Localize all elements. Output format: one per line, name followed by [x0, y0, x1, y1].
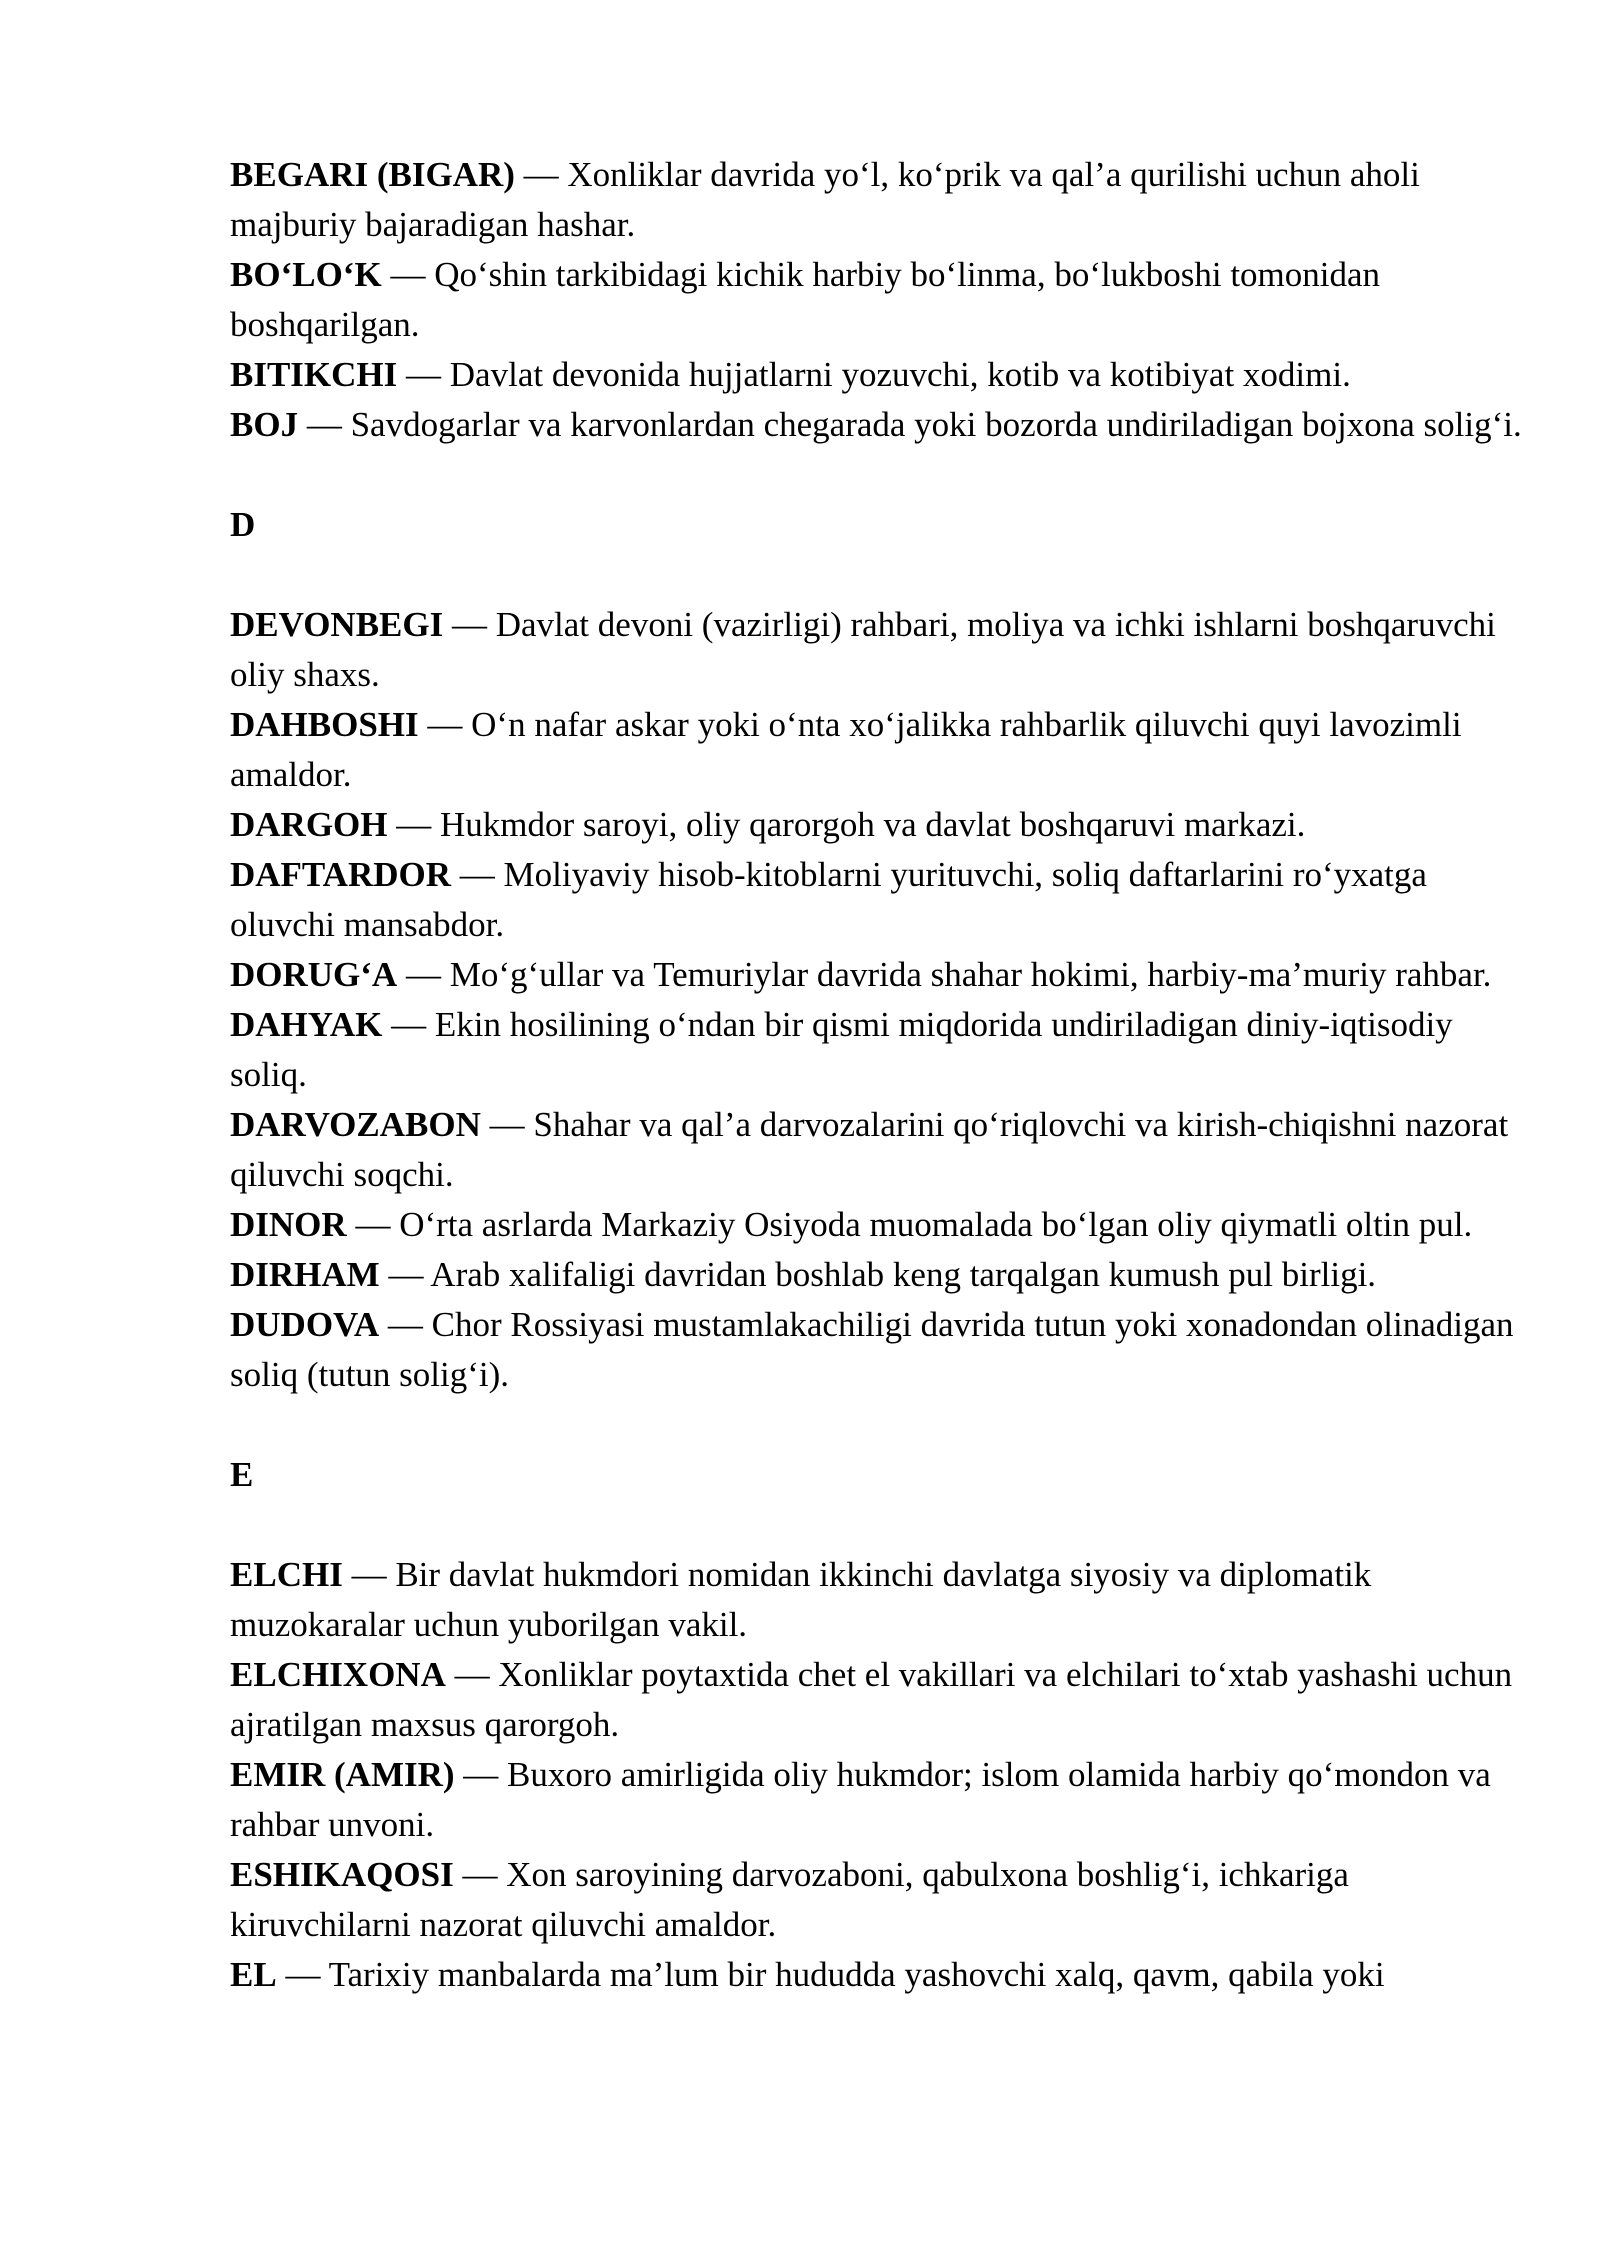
glossary-entry — [230, 850, 1530, 950]
entry-term: DARGOH — [230, 805, 388, 844]
glossary-entry — [230, 350, 1530, 400]
entry-term: DAHBOSHI — [230, 705, 419, 744]
entry-term: DORUG‘A — [230, 955, 398, 994]
glossary-entry — [230, 1950, 1530, 2000]
entry-term: DEVONBEGI — [230, 605, 444, 644]
entry-definition: — Tarixiy manbalarda ma’lum bir hududda yashovchi xalq, qavm, qabila yoki — [276, 1955, 1385, 1994]
entry-term: ELCHI — [230, 1555, 343, 1594]
entry-definition: — Shahar va qal’a darvozalarini qo‘riqlovchi va kirish-chiqishni nazorat qiluvchi soqchi. — [230, 1105, 1509, 1194]
glossary-entry — [230, 1850, 1530, 1950]
entry-term: EMIR (AMIR) — [230, 1755, 455, 1794]
glossary-entry — [230, 1650, 1530, 1750]
glossary-entry — [230, 1250, 1530, 1300]
entry-term: BEGARI (BIGAR) — [230, 155, 515, 194]
entry-term: DINOR — [230, 1205, 347, 1244]
section-e — [230, 1450, 1530, 2000]
entry-term: DAFTARDOR — [230, 855, 452, 894]
entry-term: BO‘LO‘K — [230, 255, 382, 294]
entry-definition: — Bir davlat hukmdori nomidan ikkinchi davlatga siyosiy va diplomatik muzokaralar uchun yuborilgan vakil. — [230, 1555, 1372, 1644]
entry-definition: — Davlat devoni (vazirligi) rahbari, moliya va ichki ishlarni boshqaruvchi oliy shaxs. — [230, 605, 1496, 694]
entry-term: DUDOVA — [230, 1305, 380, 1344]
entry-term: DARVOZABON — [230, 1105, 481, 1144]
entry-definition: — Chor Rossiyasi mustamlakachiligi davrida tutun yoki xonadondan olinadigan soliq (tutun solig‘i). — [230, 1305, 1514, 1394]
glossary-entry — [230, 950, 1530, 1000]
glossary-entry — [230, 800, 1530, 850]
glossary-entry — [230, 150, 1530, 250]
section-d — [230, 500, 1530, 1400]
glossary-entry — [230, 1750, 1530, 1850]
glossary-entry — [230, 1100, 1530, 1200]
entry-definition: — Buxoro amirligida oliy hukmdor; islom olamida harbiy qo‘mondon va rahbar unvoni. — [230, 1755, 1491, 1844]
entry-definition: — Mo‘g‘ullar va Temuriylar davrida shahar hokimi, harbiy-ma’muriy rahbar. — [397, 955, 1492, 994]
entry-definition: — O‘n nafar askar yoki o‘nta xo‘jalikka rahbarlik qiluvchi quyi lavozimli amaldor. — [230, 705, 1462, 794]
entry-term: EL — [230, 1955, 277, 1994]
section-letter-heading: D — [230, 505, 256, 544]
glossary-entry — [230, 600, 1530, 700]
glossary-entry — [230, 1200, 1530, 1250]
entry-definition: — Ekin hosilining o‘ndan bir qismi miqdorida undiriladigan diniy-iqtisodiy soliq. — [230, 1005, 1453, 1094]
entry-definition: — Savdogarlar va karvonlardan chegarada yoki bozorda undiriladigan bojxona solig‘i. — [298, 405, 1522, 444]
glossary-page — [230, 150, 1530, 2000]
entry-definition: — Xonliklar poytaxtida chet el vakillari va elchilari to‘xtab yashashi uchun ajratilgan maxsus qarorgoh. — [230, 1655, 1513, 1744]
glossary-entry — [230, 1550, 1530, 1650]
entry-definition: — Hukmdor saroyi, oliy qarorgoh va davlat boshqaruvi markazi. — [387, 805, 1306, 844]
entry-term: BITIKCHI — [230, 355, 398, 394]
entry-definition: — Xonliklar davrida yo‘l, ko‘prik va qal’a qurilishi uchun aholi majburiy bajaradigan hashar. — [230, 155, 1420, 244]
entry-term: BOJ — [230, 405, 299, 444]
entry-term: DAHYAK — [230, 1005, 383, 1044]
section-letter-heading: E — [230, 1455, 254, 1494]
entry-definition: — Davlat devonida hujjatlarni yozuvchi, kotib va kotibiyat xodimi. — [397, 355, 1351, 394]
glossary-entry — [230, 1300, 1530, 1400]
entry-term: DIRHAM — [230, 1255, 380, 1294]
glossary-entry — [230, 1000, 1530, 1100]
entry-term: ESHIKAQOSI — [230, 1855, 454, 1894]
glossary-entry — [230, 700, 1530, 800]
section-b — [230, 150, 1530, 450]
entry-definition: — Xon saroyining darvozaboni, qabulxona boshlig‘i, ichkariga kiruvchilarni nazorat qiluvchi amaldor. — [230, 1855, 1349, 1944]
glossary-entry — [230, 250, 1530, 350]
entry-term: ELCHIXONA — [230, 1655, 446, 1694]
entry-definition: — Arab xalifaligi davridan boshlab keng tarqalgan kumush pul birligi. — [379, 1255, 1377, 1294]
glossary-entry — [230, 400, 1530, 450]
entry-definition: — O‘rta asrlarda Markaziy Osiyoda muomalada bo‘lgan oliy qiymatli oltin pul. — [346, 1205, 1473, 1244]
entry-definition: — Moliyaviy hisob-kitoblarni yurituvchi, soliq daftarlarini ro‘yxatga oluvchi mansabdor. — [230, 855, 1427, 944]
entry-definition: — Qo‘shin tarkibidagi kichik harbiy bo‘linma, bo‘lukboshi tomonidan boshqarilgan. — [230, 255, 1381, 344]
